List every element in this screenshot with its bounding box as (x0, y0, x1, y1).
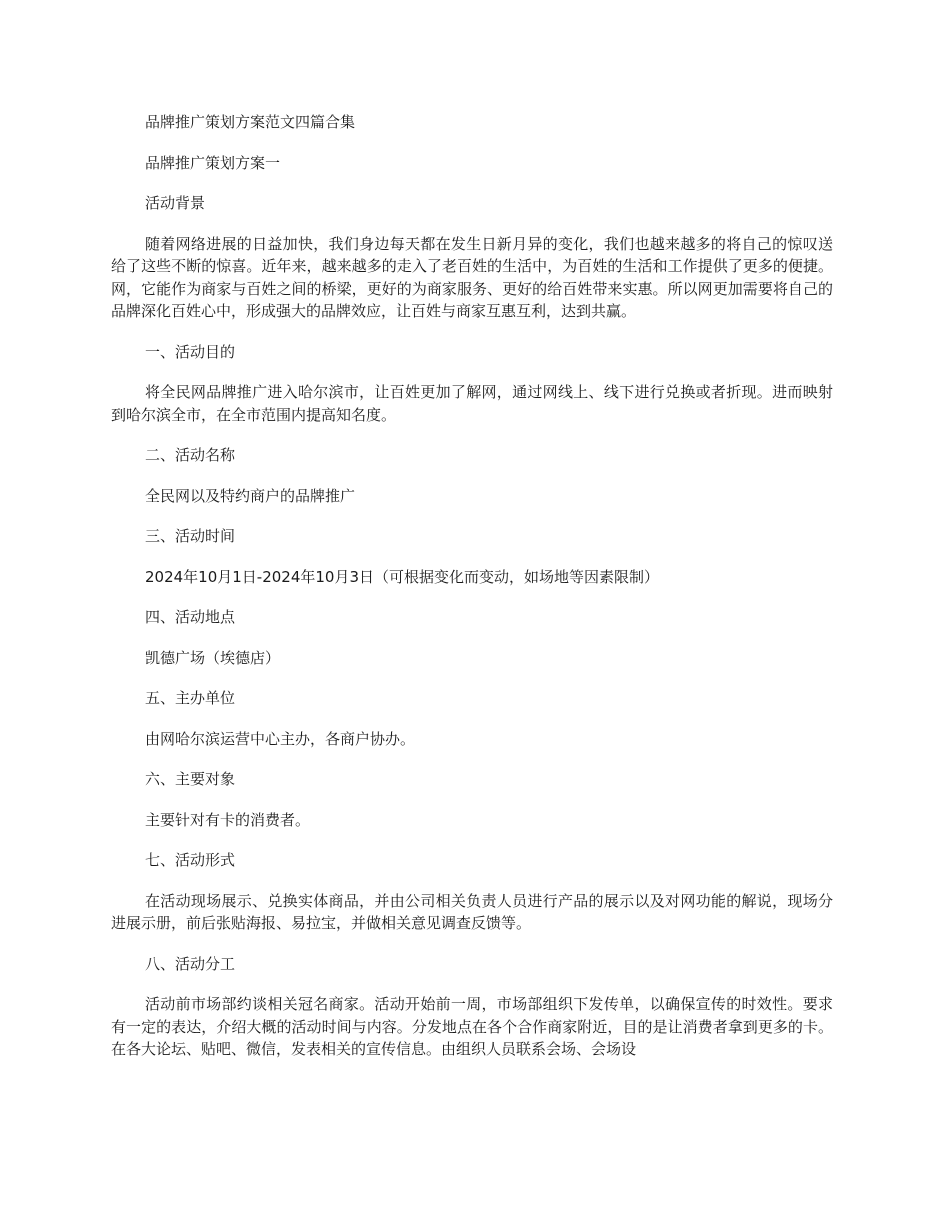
paragraph-purpose: 将全民网品牌推广进入哈尔滨市，让百姓更加了解网，通过网线上、线下进行兑换或者折现。进而映射到哈尔滨全市，在全市范围内提高知名度。 (111, 383, 833, 424)
document-title: 品牌推广策划方案范文四篇合集 (145, 113, 356, 131)
section-heading-format: 七、活动形式 (145, 851, 236, 869)
section-heading-time: 三、活动时间 (145, 527, 236, 545)
paragraph-location: 凯德广场（埃德店） (145, 648, 281, 667)
paragraph-time: 2024年10月1日-2024年10月3日（可根据变化而变动，如场地等因素限制） (145, 567, 660, 586)
section-heading-organizer: 五、主办单位 (145, 689, 236, 707)
section-heading-purpose: 一、活动目的 (145, 342, 236, 361)
paragraph-format: 在活动现场展示、兑换实体商品，并由公司相关负责人员进行产品的展示以及对网功能的解说，现场分进展示册，前后张贴海报、易拉宝，并做相关意见调查反馈等。 (111, 891, 833, 932)
document-page (111, 111, 833, 1079)
section-heading-background: 活动背景 (145, 194, 206, 212)
paragraph-organizer: 由网哈尔滨运营中心主办，各商户协办。 (145, 729, 416, 748)
paragraph-name: 全民网以及特约商户的品牌推广 (145, 486, 356, 505)
section-heading-location: 四、活动地点 (145, 608, 236, 626)
section-heading-division: 八、活动分工 (145, 954, 236, 973)
paragraph-division: 活动前市场部约谈相关冠名商家。活动开始前一周，市场部组织下发传单，以确保宣传的时效性。要求有一定的表达，介绍大概的活动时间与内容。分发地点在各个合作商家附近，目的是让消费者拿到更多的卡。在各大论坛、贴吧、微信，发表相关的宣传信息。由组织人员联系会场、会场设 (111, 995, 833, 1058)
paragraph-audience: 主要针对有卡的消费者。 (145, 810, 311, 829)
document-subtitle: 品牌推广策划方案一 (145, 153, 281, 172)
section-heading-audience: 六、主要对象 (145, 770, 236, 788)
paragraph-background: 随着网络进展的日益加快，我们身边每天都在发生日新月异的变化，我们也越来越多的将自己的惊叹送给了这些不断的惊喜。近年来，越来越多的走入了老百姓的生活中，为百姓的生活和工作提供了更多的便捷。网，它能作为商家与百姓之间的桥梁，更好的为商家服务、更好的给百姓带来实惠。所以网更加需要将自己的品牌深化百姓心中，形成强大的品牌效应，让百姓与商家互惠互利，达到共赢。 (111, 234, 833, 320)
section-heading-name: 二、活动名称 (145, 446, 236, 464)
